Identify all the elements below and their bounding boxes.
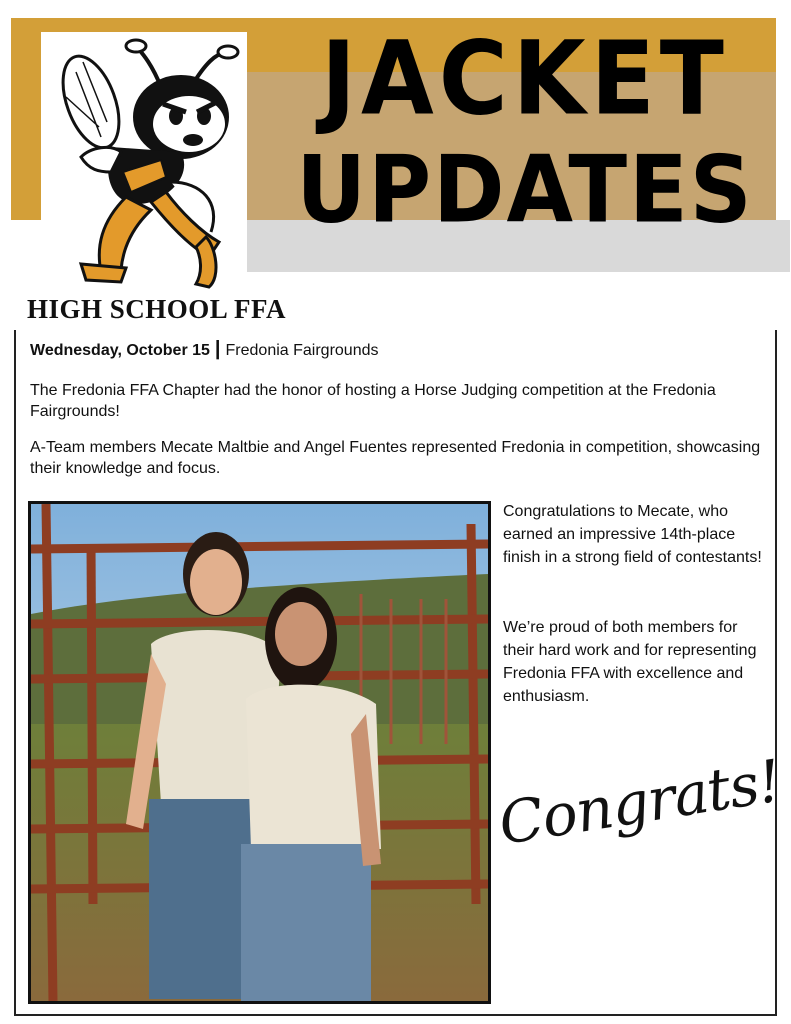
congrats-paragraph: Congratulations to Mecate, who earned an impressive 14th-place finish in a strong field of contestants! [503, 503, 762, 566]
dateline [30, 338, 379, 361]
section-subtitle: HIGH SCHOOL FFA [27, 294, 287, 324]
yellow-jacket-icon [41, 32, 247, 295]
intro-paragraph: The Fredonia FFA Chapter had the honor of hosting a Horse Judging competition at the Fredonia Fairgrounds! [30, 382, 716, 420]
masthead-line-1: JACKET [321, 20, 729, 139]
event-location: Fredonia Fairgrounds [225, 342, 379, 359]
event-date: Wednesday, October 15 [30, 342, 210, 359]
photo-illustration [31, 504, 488, 1001]
team-photo [28, 501, 491, 1004]
dateline-divider: | [214, 338, 221, 360]
congrats-script: Congrats! [494, 746, 785, 858]
masthead-title [285, 20, 765, 245]
team-paragraph: A-Team members Mecate Maltbie and Angel Fuentes represented Fredonia in competition, showcasing their knowledge and focus. [30, 439, 761, 477]
masthead-line-2: UPDATES [296, 136, 754, 245]
proud-paragraph: We’re proud of both members for their hard work and for representing Fredonia FFA with excellence and enthusiasm. [503, 619, 757, 705]
mascot-logo [41, 32, 247, 295]
